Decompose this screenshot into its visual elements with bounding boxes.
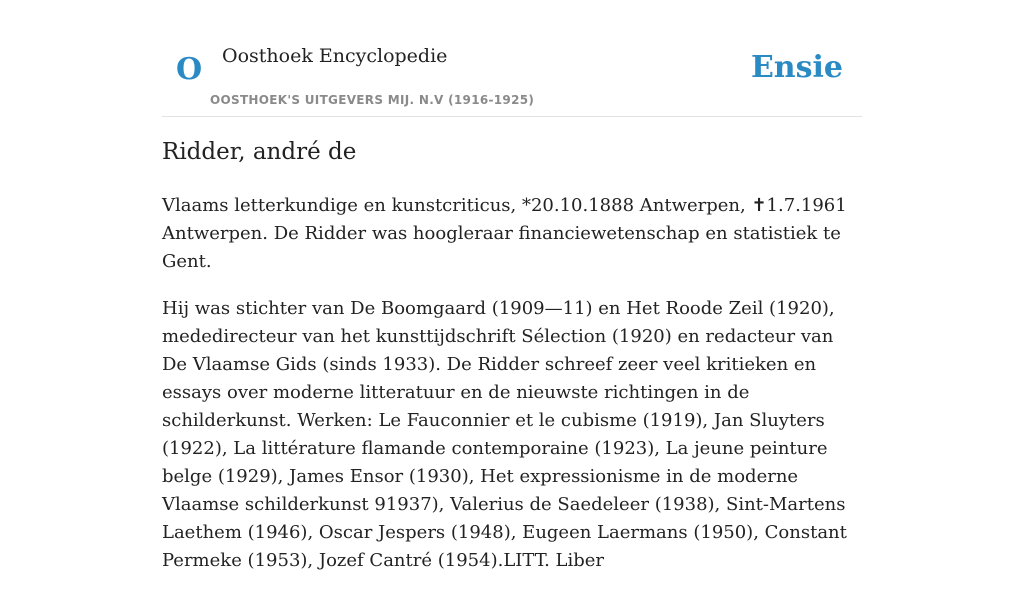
- article-paragraph-1: Vlaams letterkundige en kunstcriticus, *20.10.1888 Antwerpen, ✝1.7.1961 Antwerpen. De Ridder was hoogleraar financiewetenschap en statistiek te Gent.: [162, 195, 847, 272]
- article-card: [162, 0, 862, 571]
- article-body: [162, 192, 862, 594]
- article-paragraph-2: Hij was stichter van De Boomgaard (1909—11) en Het Roode Zeil (1920), mededirecteur van het kunsttijdschrift Sélection (1920) en redacteur van De Vlaamse Gids (sinds 1933). De Ridder schreef zeer veel kritieken en essays over moderne litteratuur en de nieuwste richtingen in de schilderkunst. Werken: Le Fauconnier et le cubisme (1919), Jan Sluyters (1922), La littérature flamande contemporaine (1923), La jeune peinture belge (1929), James Ensor (1930), Het expressionisme in de moderne Vlaamse schilderkunst 91937), Valerius de Saedeleer (1938), Sint-Martens Laethem (1946), Oscar Jespers (1948), Eugeen Laermans (1950), Constant Permeke (1953), Jozef Cantré (1954).LITT. Liber: [162, 298, 847, 571]
- encyclopedia-title[interactable]: Oosthoek Encyclopedie: [222, 45, 448, 67]
- site-header: [162, 0, 862, 117]
- ensie-logo[interactable]: Ensie: [750, 50, 843, 85]
- encyclopedia-logo-icon[interactable]: O: [176, 52, 203, 87]
- publisher-label: OOSTHOEK'S UITGEVERS MIJ. N.V (1916-1925): [210, 93, 535, 107]
- article-title: Ridder, andré de: [162, 139, 357, 165]
